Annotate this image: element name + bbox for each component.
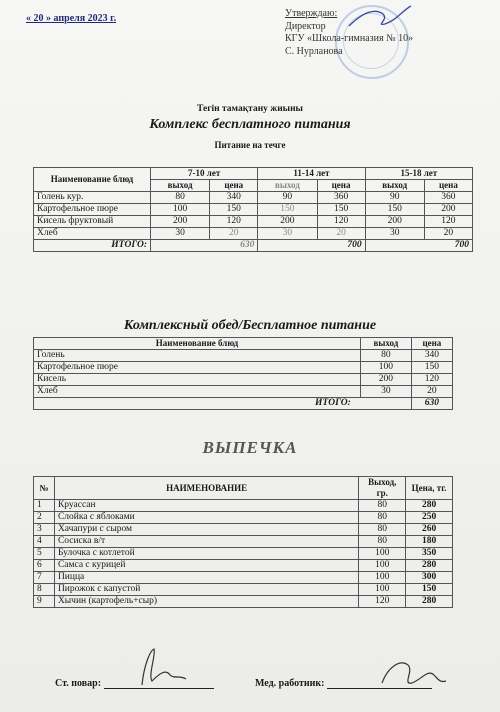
sub-price: цена [424, 180, 472, 192]
item-name: Самса с курицей [54, 560, 358, 572]
col-no-header: № [34, 477, 55, 500]
cell: 80 [359, 524, 406, 536]
cook-label: Ст. повар: [55, 678, 102, 689]
pastry-table [33, 476, 453, 608]
col-out-header: выход [361, 338, 412, 350]
cell: 80 [359, 536, 406, 548]
table-row [34, 500, 453, 512]
cell: 200 [361, 374, 412, 386]
section-title-pastry: ВЫПЕЧКА [202, 438, 298, 457]
cell: 100 [359, 560, 406, 572]
cell: 20 [317, 228, 365, 240]
approve-title: Утверждаю: [285, 8, 338, 19]
cell: 150 [317, 204, 365, 216]
total-label: ИТОГО: [34, 398, 412, 410]
dish-name: Голень кур. [34, 192, 151, 204]
cell: 180 [406, 536, 453, 548]
cell: 20 [210, 228, 258, 240]
col-name-header: Наименование блюд [34, 168, 151, 192]
table-row [34, 192, 473, 204]
sub-out: выход [365, 180, 424, 192]
group-header-7-10: 7-10 лет [151, 168, 258, 180]
cell: 260 [406, 524, 453, 536]
cell: 340 [411, 350, 452, 362]
cell: 150 [411, 362, 452, 374]
approve-org: КГУ «Школа-гимназия № 10» [285, 33, 414, 44]
sub-price: цена [317, 180, 365, 192]
table-row [34, 536, 453, 548]
cell: 80 [359, 512, 406, 524]
row-no: 2 [34, 512, 55, 524]
total-7-10: 630 [151, 240, 258, 252]
total-label: ИТОГО: [34, 240, 151, 252]
cell: 80 [151, 192, 210, 204]
cell: 120 [210, 216, 258, 228]
dish-name: Картофельное пюре [34, 204, 151, 216]
table-row [34, 524, 453, 536]
cell: 30 [258, 228, 317, 240]
row-no: 9 [34, 596, 55, 608]
cell: 150 [406, 584, 453, 596]
section-subtitle: Питание на течге [214, 140, 286, 150]
group-header-11-14: 11-14 лет [258, 168, 365, 180]
cell: 100 [359, 548, 406, 560]
cell: 30 [361, 386, 412, 398]
dish-name: Картофельное пюре [34, 362, 361, 374]
cell: 280 [406, 560, 453, 572]
cell: 100 [151, 204, 210, 216]
cell: 360 [424, 192, 472, 204]
cell: 30 [365, 228, 424, 240]
complex-table [33, 167, 473, 252]
cell: 30 [151, 228, 210, 240]
cook-signature-line [104, 688, 214, 689]
group-header-15-18: 15-18 лет [365, 168, 472, 180]
table-row [34, 216, 473, 228]
col-price-header: Цена, тг. [406, 477, 453, 500]
item-name: Пицца [54, 572, 358, 584]
cell: 150 [210, 204, 258, 216]
medic-signature [378, 655, 448, 691]
total-row [34, 240, 473, 252]
cell: 150 [365, 204, 424, 216]
item-name: Пирожок с капустой [54, 584, 358, 596]
cell: 100 [361, 362, 412, 374]
document-date: « 20 » апреля 2023 г. [26, 13, 117, 24]
org-title-kz: Тегін тамақтану жиыны [197, 104, 303, 114]
cell: 120 [424, 216, 472, 228]
table-row [34, 560, 453, 572]
dish-name: Хлеб [34, 228, 151, 240]
cell: 80 [359, 500, 406, 512]
table-row [34, 512, 453, 524]
cell: 300 [406, 572, 453, 584]
table-row [34, 596, 453, 608]
table-row [34, 362, 453, 374]
table-row [34, 374, 453, 386]
cell: 360 [317, 192, 365, 204]
cook-signature [130, 645, 190, 687]
cell: 120 [317, 216, 365, 228]
sub-out: выход [258, 180, 317, 192]
row-no: 8 [34, 584, 55, 596]
section-title-complex: Комплекс бесплатного питания [149, 117, 351, 132]
cell: 250 [406, 512, 453, 524]
table-row [34, 584, 453, 596]
cell: 100 [359, 584, 406, 596]
cell: 200 [258, 216, 317, 228]
cell: 20 [411, 386, 452, 398]
lunch-table [33, 337, 453, 410]
col-price-header: цена [411, 338, 452, 350]
row-no: 7 [34, 572, 55, 584]
cell: 200 [365, 216, 424, 228]
row-no: 6 [34, 560, 55, 572]
col-name-header: Наименование блюд [34, 338, 361, 350]
sub-price: цена [210, 180, 258, 192]
cell: 280 [406, 596, 453, 608]
total-15-18: 700 [365, 240, 472, 252]
cell: 150 [258, 204, 317, 216]
approve-role: Директор [285, 20, 326, 32]
total-11-14: 700 [258, 240, 365, 252]
total-row [34, 398, 453, 410]
table-row [34, 228, 473, 240]
medic-label: Мед. работник: [255, 678, 325, 689]
approval-block [285, 8, 413, 58]
row-no: 4 [34, 536, 55, 548]
item-name: Хачапури с сыром [54, 524, 358, 536]
item-name: Круассан [54, 500, 358, 512]
col-name-header: НАИМЕНОВАНИЕ [54, 477, 358, 500]
sub-out: выход [151, 180, 210, 192]
table-row [34, 350, 453, 362]
dish-name: Кисель фруктовый [34, 216, 151, 228]
cell: 200 [151, 216, 210, 228]
table-row [34, 572, 453, 584]
dish-name: Голень [34, 350, 361, 362]
item-name: Булочка с котлетой [54, 548, 358, 560]
approve-name: С. Нурланова [285, 45, 343, 57]
item-name: Сосиска в/т [54, 536, 358, 548]
table-row [34, 548, 453, 560]
table-row [34, 386, 453, 398]
cell: 100 [359, 572, 406, 584]
row-no: 5 [34, 548, 55, 560]
cell: 80 [361, 350, 412, 362]
row-no: 3 [34, 524, 55, 536]
cell: 90 [365, 192, 424, 204]
table-row [34, 204, 473, 216]
cell: 120 [411, 374, 452, 386]
cell: 280 [406, 500, 453, 512]
row-no: 1 [34, 500, 55, 512]
cell: 350 [406, 548, 453, 560]
total-value: 630 [411, 398, 452, 410]
cell: 90 [258, 192, 317, 204]
cell: 120 [359, 596, 406, 608]
cell: 200 [424, 204, 472, 216]
item-name: Хычин (картофель+сыр) [54, 596, 358, 608]
item-name: Слойка с яблоками [54, 512, 358, 524]
cell: 340 [210, 192, 258, 204]
col-out-header: Выход, гр. [359, 477, 406, 500]
cell: 20 [424, 228, 472, 240]
dish-name: Хлеб [34, 386, 361, 398]
section-title-lunch: Комплексный обед/Бесплатное питание [123, 318, 377, 333]
dish-name: Кисель [34, 374, 361, 386]
